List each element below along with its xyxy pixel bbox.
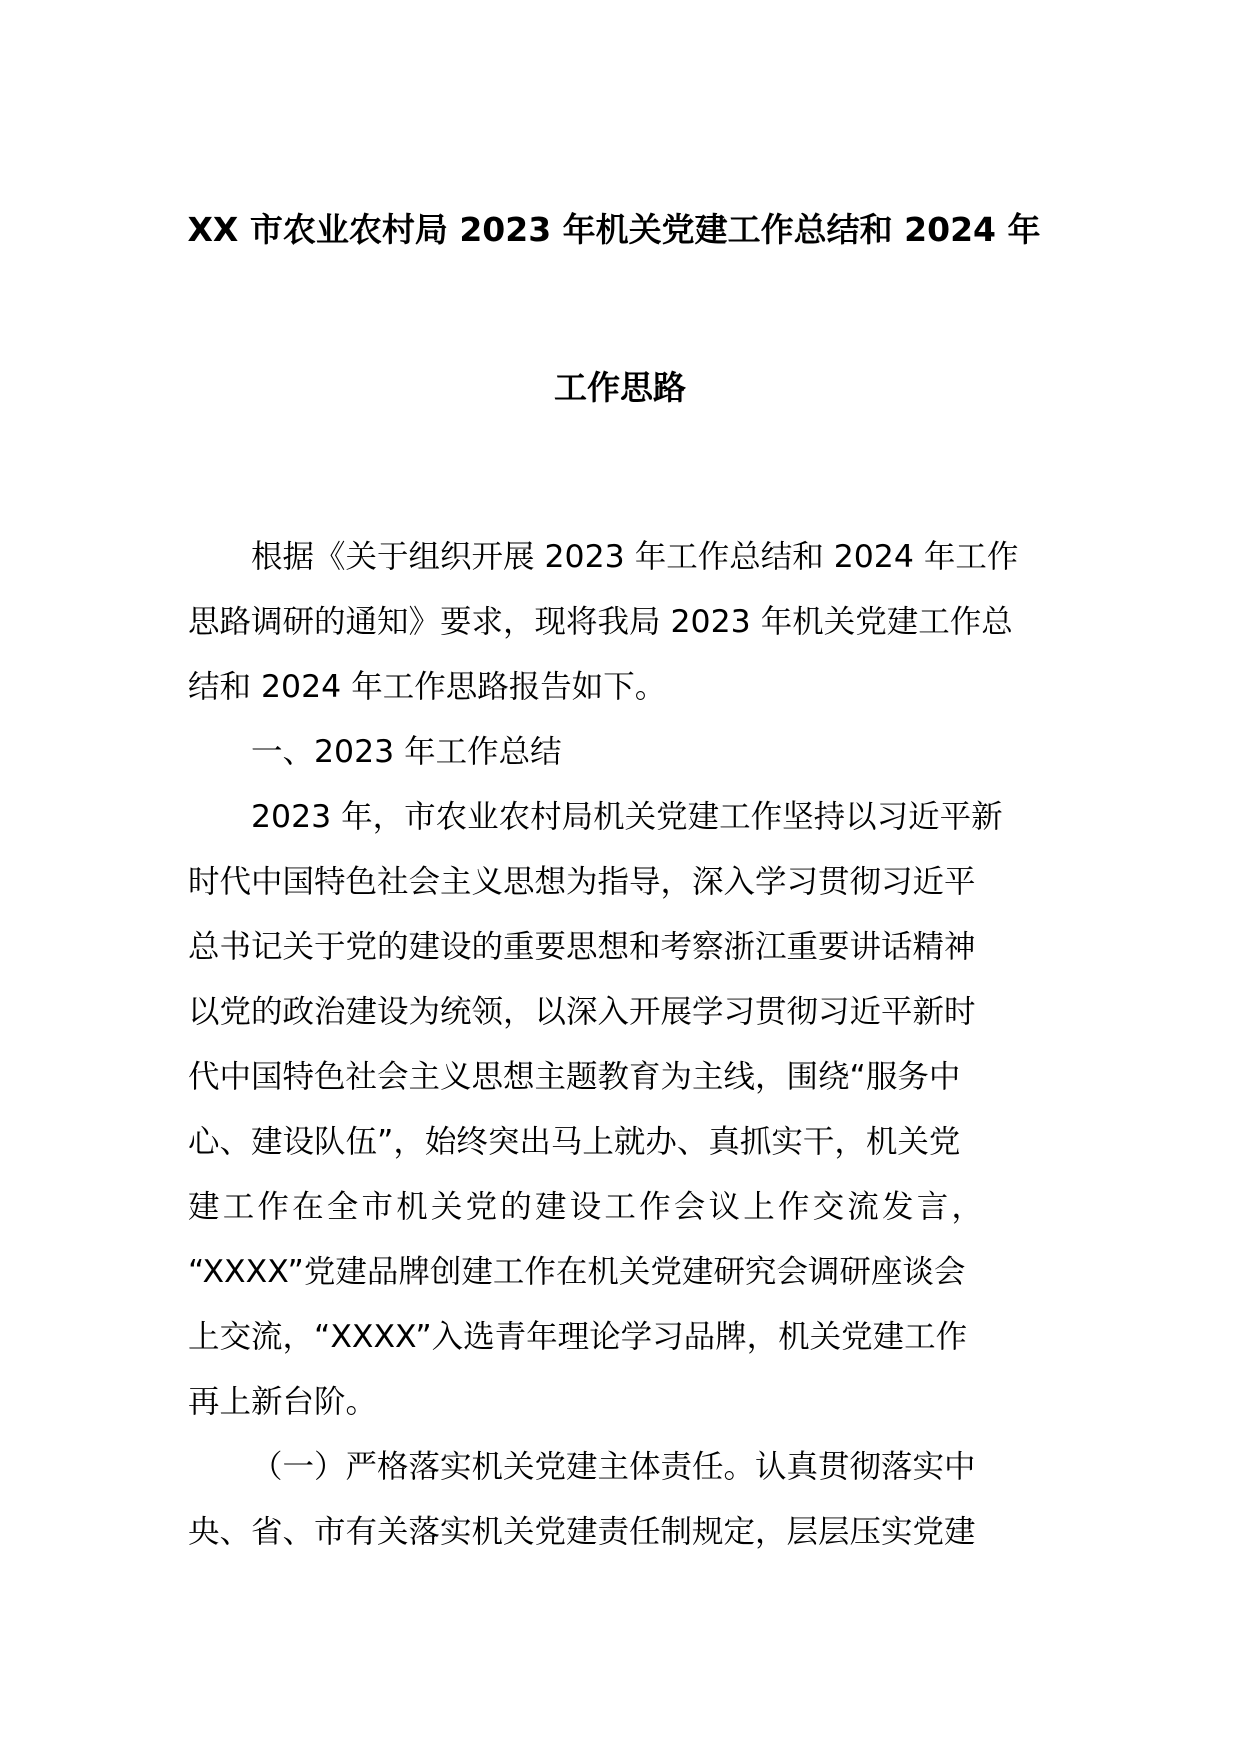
- document-title-line-2: 工作思路: [554, 368, 686, 407]
- paragraph: [188, 1435, 1054, 1565]
- text-line: 总书记关于党的建设的重要思想和考察浙江重要讲话精神: [188, 929, 976, 965]
- text-line: 再上新台阶。: [188, 1384, 378, 1420]
- text-line: 2023 年，市农业农村局机关党建工作坚持以习近平新: [251, 799, 1003, 835]
- text-line: 心、建设队伍”，始终突出马上就办、真抓实干，机关党: [188, 1124, 961, 1160]
- text-line: 代中国特色社会主义思想主题教育为主线，围绕“服务中: [188, 1059, 961, 1095]
- text-line: “XXXX”党建品牌创建工作在机关党建研究会调研座谈会: [188, 1254, 966, 1290]
- text-line: 思路调研的通知》要求，现将我局 2023 年机关党建工作总: [188, 604, 1013, 640]
- paragraph: [188, 525, 1054, 720]
- text-line: 建工作在全市机关党的建设工作会议上作交流发言，: [188, 1189, 987, 1225]
- text-line: 央、省、市有关落实机关党建责任制规定，层层压实党建: [188, 1514, 976, 1550]
- paragraph: [188, 785, 1054, 1435]
- text-line: 一、2023 年工作总结: [251, 734, 562, 770]
- text-line: 时代中国特色社会主义思想为指导，深入学习贯彻习近平: [188, 864, 976, 900]
- section-heading: [188, 720, 1054, 785]
- text-line: 根据《关于组织开展 2023 年工作总结和 2024 年工作: [251, 539, 1019, 575]
- text-line: 上交流，“XXXX”入选青年理论学习品牌，机关党建工作: [188, 1319, 968, 1355]
- text-line: （一）严格落实机关党建主体责任。认真贯彻落实中: [251, 1449, 976, 1485]
- text-line: 结和 2024 年工作思路报告如下。: [188, 669, 667, 705]
- text-line: 以党的政治建设为统领，以深入开展学习贯彻习近平新时: [188, 994, 976, 1030]
- document-body: [188, 525, 1054, 1565]
- document-title-line-1: XX 市农业农村局 2023 年机关党建工作总结和 2024 年: [187, 210, 1041, 249]
